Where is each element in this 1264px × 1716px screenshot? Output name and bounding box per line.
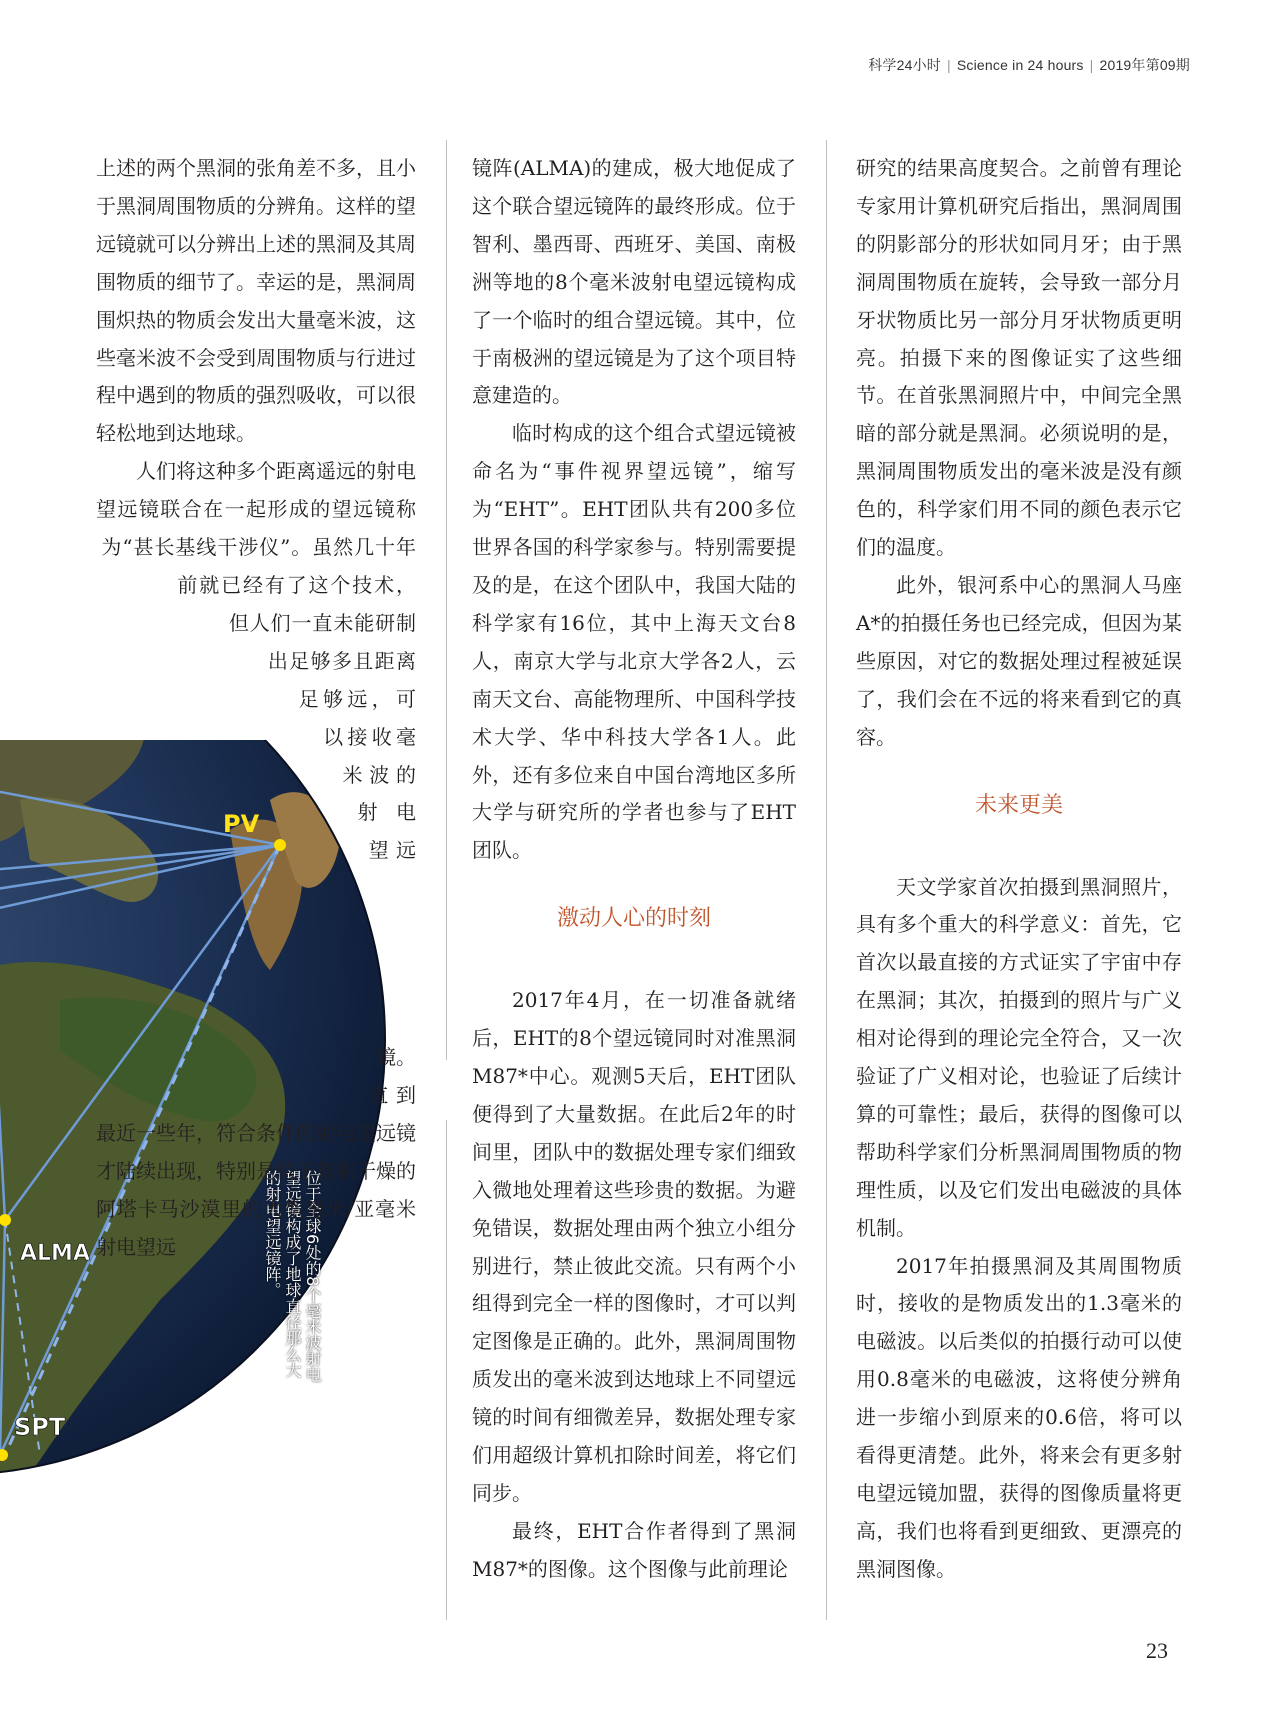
section-heading-future: 未来更美 xyxy=(974,792,1063,818)
column-rule-left xyxy=(446,140,447,1060)
globe-text-wrap xyxy=(96,753,396,1083)
col3-paragraph-2: 此外，银河系中心的黑洞人马座A*的拍摄任务也已经完成，但因为某些原因，对它的数据处理过程被延误了，我们会在不远的将来看到它的真容。 xyxy=(856,572,1182,749)
col2-paragraph-4: 最终，EHT合作者得到了黑洞M87*的图像。这个图像与此前理论 xyxy=(472,1518,796,1581)
magazine-name: 科学24小时 xyxy=(868,57,942,73)
column-3 xyxy=(856,150,1182,1589)
issue-number: 2019年第09期 xyxy=(1099,57,1190,73)
column-rule-right xyxy=(826,140,827,1620)
spt-label: SPT xyxy=(14,1413,66,1441)
col3-paragraph-4: 2017年拍摄黑洞及其周围物质时，接收的是物质发出的1.3毫米的电磁波。以后类似的拍摄行动可以使用0.8毫米的电磁波，这将使分辨角进一步缩小到原来的0.6倍，将可以看得更清楚。此外，将来会有更多射电望远镜加盟，获得的图像质量将更高，我们也将看到更细致、更漂亮的黑洞图像。 xyxy=(856,1253,1182,1581)
running-header: 科学24小时 | Science in 24 hours | 2019年第09期 xyxy=(868,57,1190,73)
column-rule-left-lower xyxy=(446,1120,447,1620)
col2-paragraph-3: 2017年4月，在一切准备就绪后，EHT的8个望远镜同时对准黑洞M87*中心。观测5天后，EHT团队便得到了大量数据。在此后2年的时间里，团队中的数据处理专家们细致入微地处理着这些珍贵的数据。为避免错误，数据处理由两个独立小组分别进行，禁止彼此交流。只有两个小组得到完全一样的图像时，才可以判定图像是正确的。此外，黑洞周围物质发出的毫米波到达地球上不同望远镜的时间有细微差异，数据处理专家们用超级计算机扣除时间差，将它们同步。 xyxy=(472,988,796,1505)
figure-caption: 位于全球6处的8个毫米波射电望远镜构成了地球直径那么大的射电望远镜阵。 xyxy=(263,1170,322,1383)
col2-paragraph-2: 临时构成的这个组合式望远镜被命名为“事件视界望远镜”，缩写为“EHT”。EHT团队共有200多位世界各国的科学家参与。特别需要提及的是，在这个团队中，我国大陆的科学家有16位，其中上海天文台8人，南京大学与北京大学各2人，云南天文台、高能物理所、中国科学技术大学、华中科技大学各1人。此外，还有多位来自中国台湾地区多所大学与研究所的学者也参与了EHT团队。 xyxy=(472,421,796,863)
column-1 xyxy=(96,150,416,1267)
column-2 xyxy=(472,150,796,1589)
magazine-name-en: Science in 24 hours xyxy=(956,57,1084,73)
col2-paragraph-1: 镜阵(ALMA)的建成，极大地促成了这个联合望远镜阵的最终形成。位于智利、墨西哥、西班牙、美国、南极洲等地的8个毫米波射电望远镜构成了一个临时的组合望远镜。其中，位于南极洲的望远镜是为了这个项目特意建造的。 xyxy=(472,156,796,408)
section-heading-moment: 激动人心的时刻 xyxy=(556,906,711,932)
col3-paragraph-1: 研究的结果高度契合。之前曾有理论专家用计算机研究后指出，黑洞周围的阴影部分的形状如同月牙；由于黑洞周围物质在旋转，会导致一部分月牙状物质比另一部分月牙状物质更明亮。拍摄下来的图像证实了这些细节。在首张黑洞照片中，中间完全黑暗的部分就是黑洞。必须说明的是，黑洞周围物质发出的毫米波是没有颜色的，科学家们用不同的颜色表示它们的温度。 xyxy=(856,156,1182,560)
col3-paragraph-3: 天文学家首次拍摄到黑洞照片，具有多个重大的科学意义：首先，它首次以最直接的方式证实了宇宙中存在黑洞；其次，拍摄到的照片与广义相对论得到的理论完全符合，又一次验证了广义相对论，也验证了后续计算的可靠性；最后，获得的图像可以帮助科学家们分析黑洞周围物质的物理性质，以及它们发出电磁波的具体机制。 xyxy=(856,874,1182,1240)
page-number: 23 xyxy=(1146,1638,1168,1663)
col1-paragraph-2: 人们将这种多个距离遥远的射电望远镜联合在一起形成的望远镜称为“甚长基线干涉仪”。虽然几十年前就已经有了这个技术，但人们一直未能研制出足够多且距离足够远，可以接收毫米波的射电望远镜。直到最近一些年，符合条件的射电望远镜才陆续出现，特别是位于智利干燥的阿塔卡马沙漠里的大型毫米/亚毫米射电望远 xyxy=(96,459,416,1259)
col1-paragraph-1: 上述的两个黑洞的张角差不多，且小于黑洞周围物质的分辨角。这样的望远镜就可以分辨出上述的黑洞及其周围物质的细节了。幸运的是，黑洞周围炽热的物质会发出大量毫米波，这些毫米波不会受到周围物质与行进过程中遇到的物质的强烈吸收，可以很轻松地到达地球。 xyxy=(96,156,416,446)
pv-label: PV xyxy=(223,810,260,838)
alma-label: ALMA xyxy=(20,1241,90,1266)
